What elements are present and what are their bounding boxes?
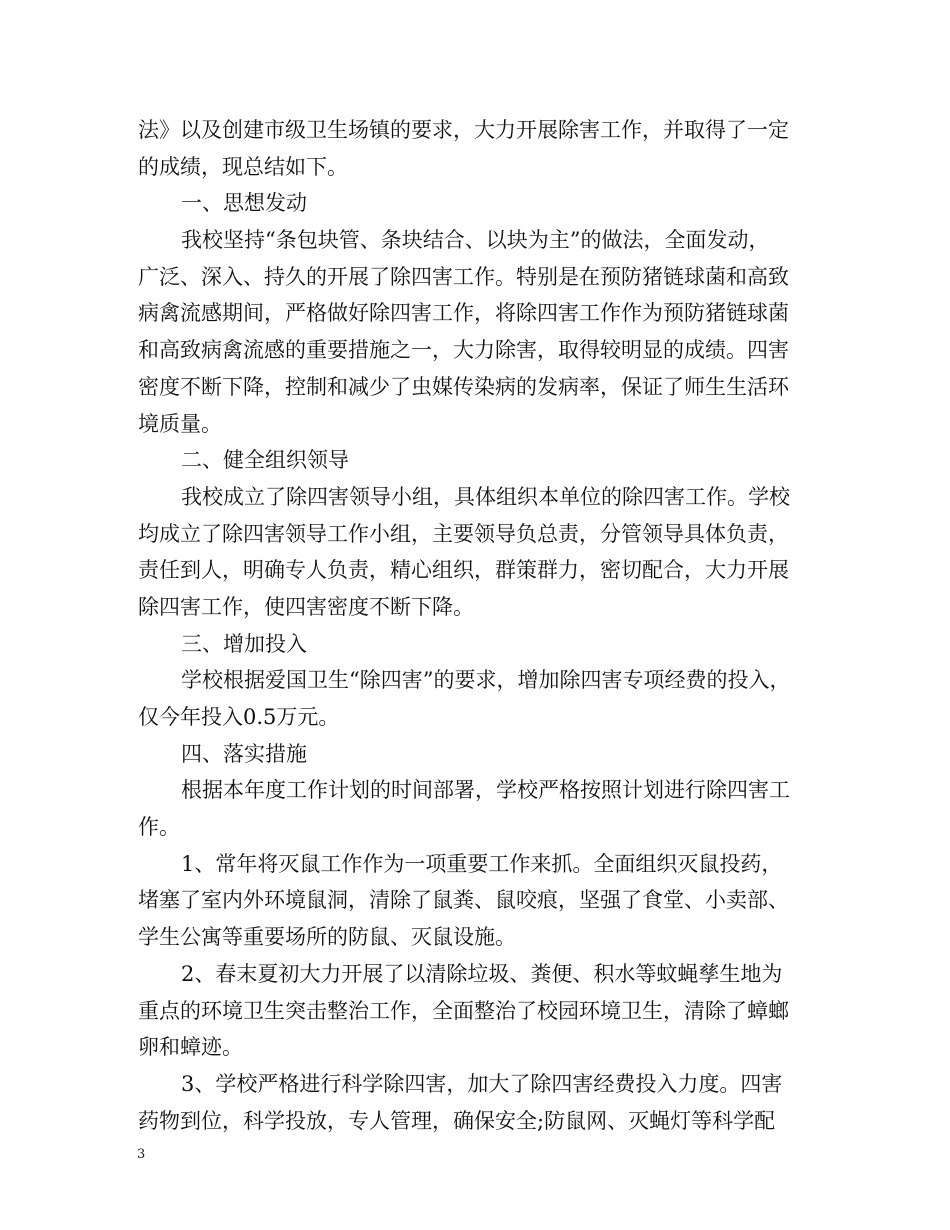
text-line: 学校根据爱国卫生“除四害”的要求，增加除四害专项经费的投入，: [181, 668, 791, 693]
text-line: 法》以及创建市级卫生场镇的要求，大力开展除害工作，并取得了一定: [138, 118, 789, 142]
text-line: 病禽流感期间，严格做好除四害工作，将除四害工作作为预防猪链球菌: [138, 301, 789, 326]
document-body: [138, 112, 828, 1139]
text-line: 和高致病禽流感的重要措施之一，大力除害，取得较明显的成绩。四害: [138, 338, 789, 363]
text-line: 除四害工作，使四害密度不断下降。: [138, 594, 474, 619]
text-line: 3、学校严格进行科学除四害，加大了除四害经费投入力度。四害: [181, 1071, 783, 1096]
text-line: 2、春末夏初大力开展了以清除垃圾、粪便、积水等蚊蝇孳生地为: [181, 961, 783, 986]
text-line: 均成立了除四害领导工作小组，主要领导负总责，分管领导具体负责，: [138, 521, 789, 546]
text-line: 堵塞了室内外环境鼠洞，清除了鼠粪、鼠咬痕，坚强了食堂、小卖部、: [138, 888, 789, 913]
text-line: 1、常年将灭鼠工作作为一项重要工作来抓。全面组织灭鼠投药，: [181, 851, 783, 876]
text-line: 责任到人，明确专人负责，精心组织，群策群力，密切配合，大力开展: [138, 558, 789, 583]
text-line: 广泛、深入、持久的开展了除四害工作。特别是在预防猪链球菌和高致: [138, 264, 789, 289]
text-line: 的成绩，现总结如下。: [138, 154, 348, 179]
text-line: 我校成立了除四害领导小组，具体组织本单位的除四害工作。学校: [181, 484, 790, 509]
text-line: 我校坚持“条包块管、条块结合、以块为主”的做法，全面发动，: [181, 228, 770, 253]
text-line: 三、增加投入: [181, 631, 307, 656]
text-line: 一、思想发动: [181, 191, 307, 216]
text-line: 卵和蟑迹。: [138, 1035, 243, 1060]
text-line: 药物到位，科学投放，专人管理，确保安全;防鼠网、灭蝇灯等科学配: [138, 1108, 776, 1133]
text-line: 作。: [138, 815, 180, 840]
text-line: 境质量。: [138, 411, 222, 436]
text-line: 密度不断下降，控制和减少了虫媒传染病的发病率，保证了师生生活环: [138, 374, 789, 399]
text-line: 根据本年度工作计划的时间部署，学校严格按照计划进行除四害工: [181, 778, 790, 803]
text-line: 四、落实措施: [181, 741, 307, 766]
text-line: 学生公寓等重要场所的防鼠、灭鼠设施。: [138, 925, 516, 950]
text-line: 二、健全组织领导: [181, 448, 349, 473]
text-line: 仅今年投入0.5万元。: [138, 705, 340, 729]
page-number: 3: [137, 1147, 146, 1162]
text-line: 重点的环境卫生突击整治工作，全面整治了校园环境卫生，清除了蟑螂: [138, 998, 789, 1023]
